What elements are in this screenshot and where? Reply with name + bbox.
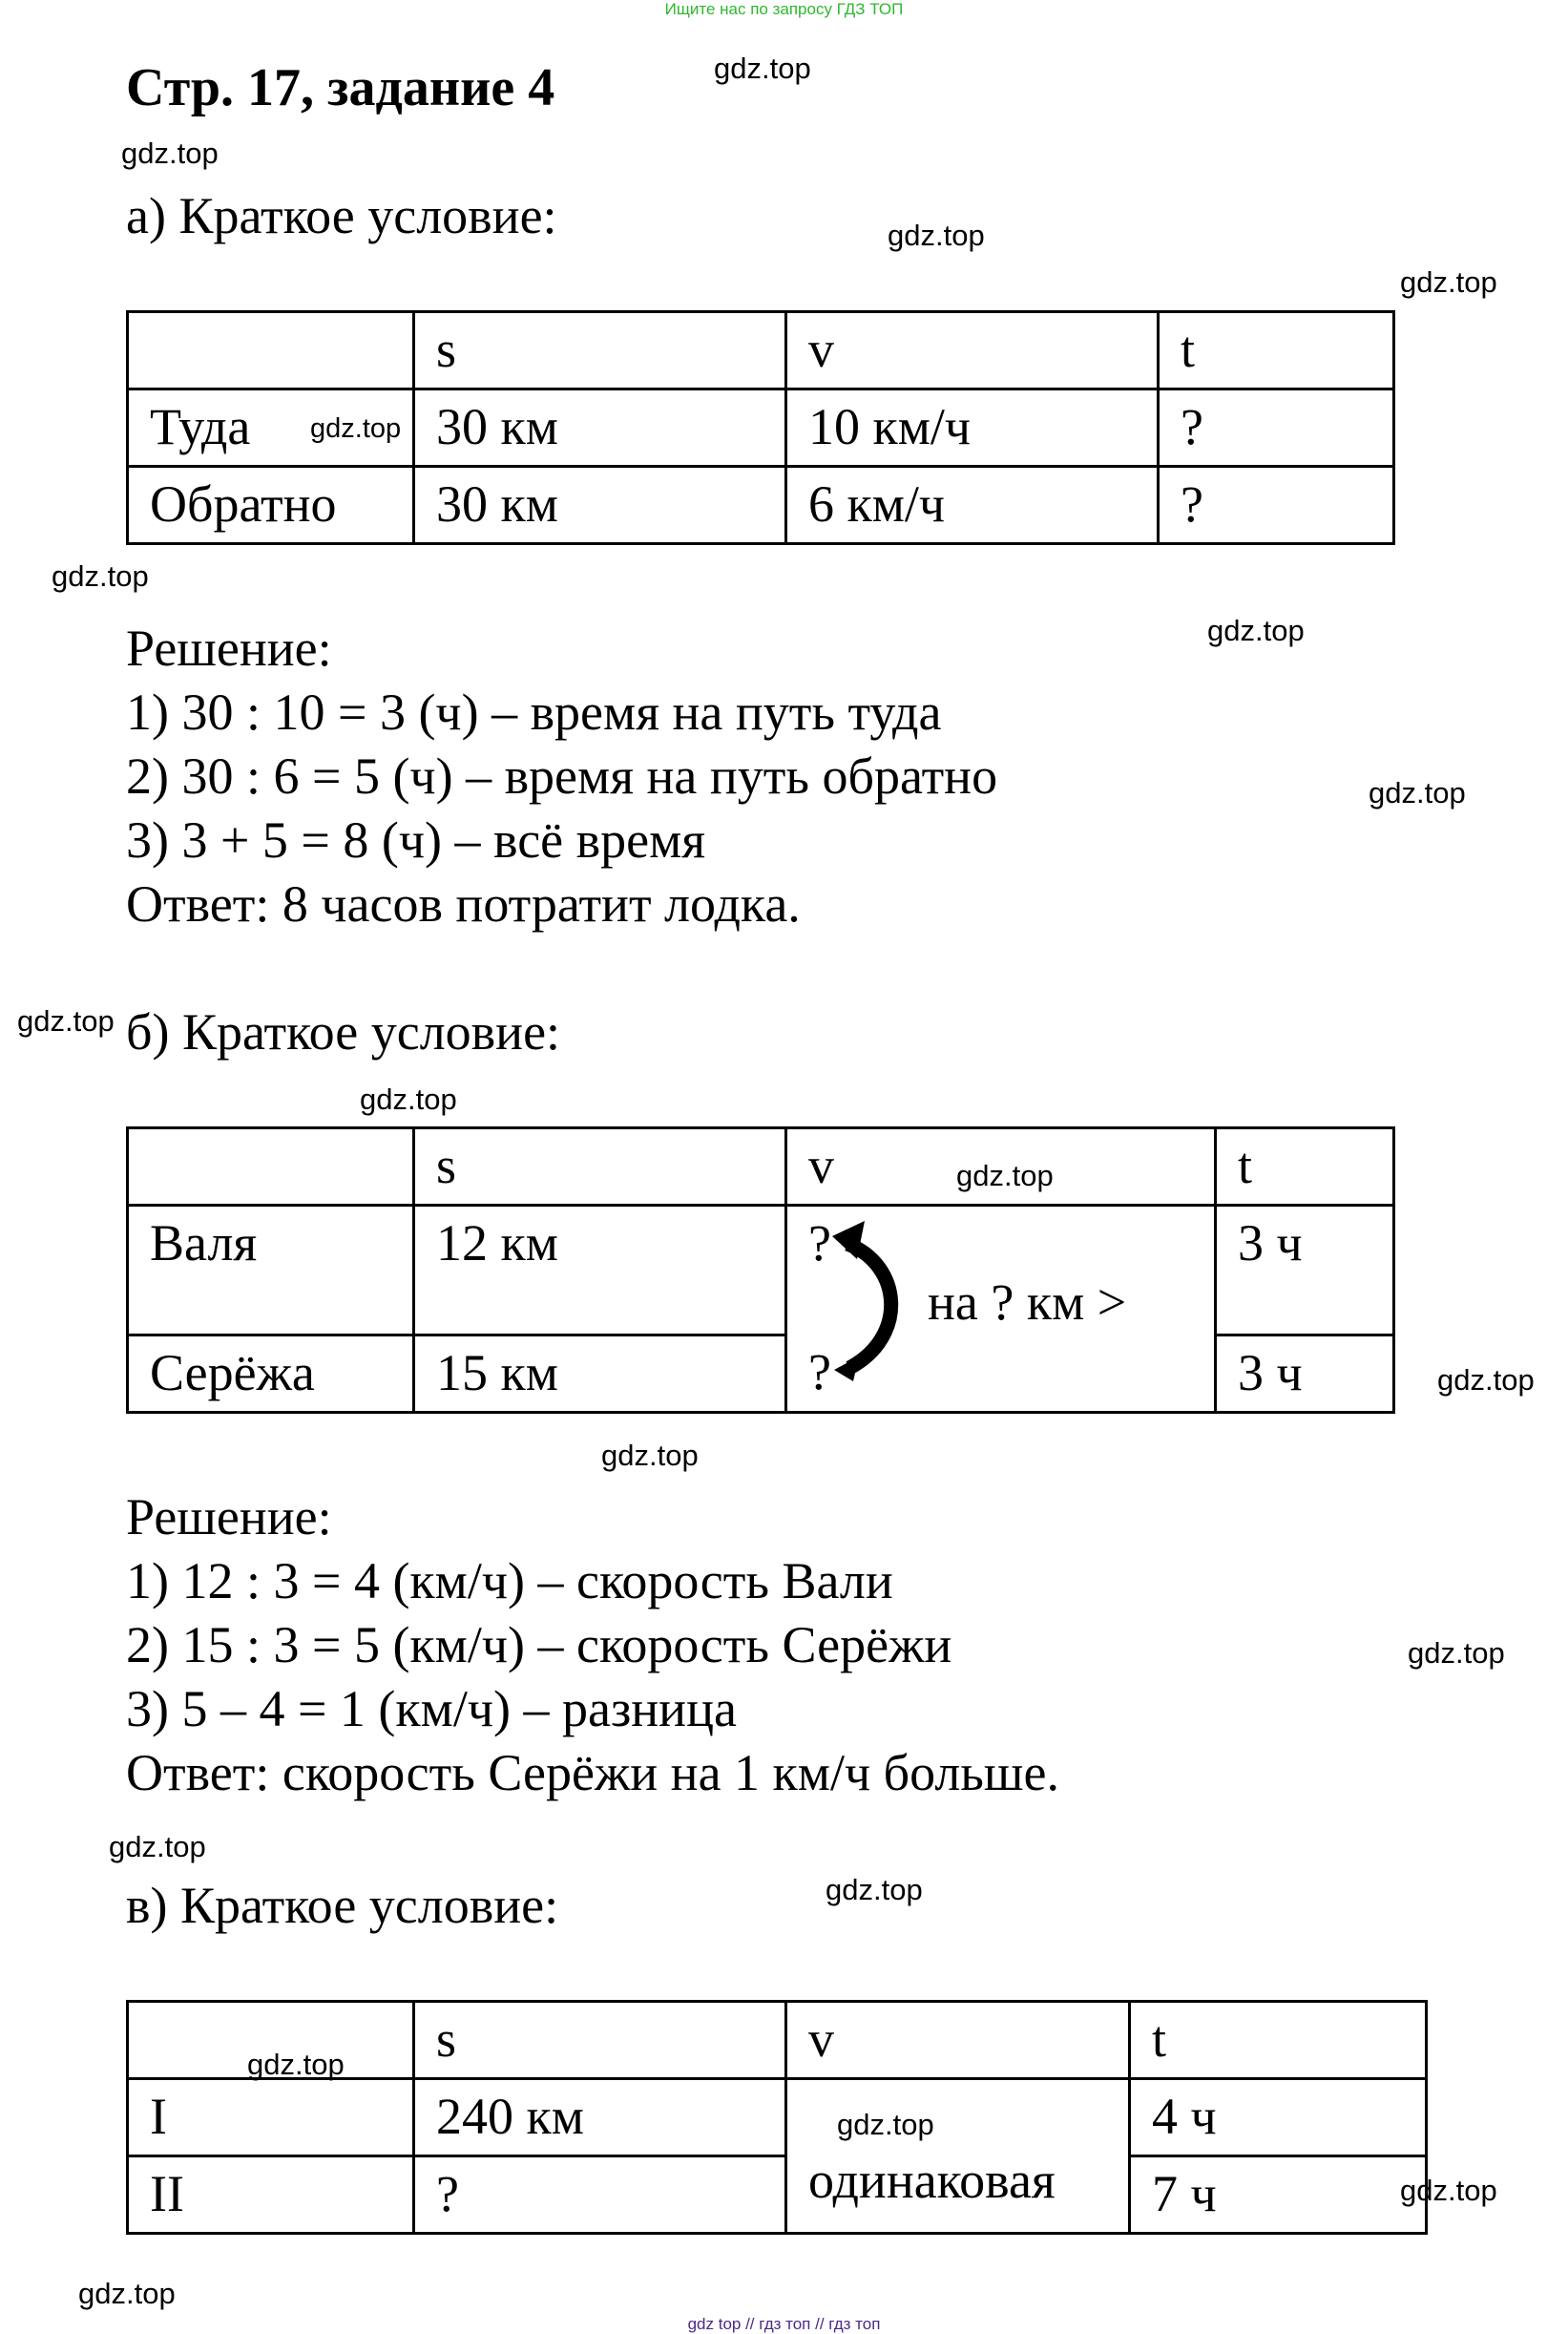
table-header-cell: s [414, 2002, 786, 2079]
watermark: gdz.top [837, 2108, 934, 2141]
table-header-cell [128, 1128, 414, 1206]
table-cell: Валя [128, 1206, 414, 1335]
part-b-table [126, 1126, 1395, 1414]
part-c-table [126, 2000, 1428, 2235]
watermark: gdz.top [310, 413, 402, 444]
table-cell: 7 ч [1130, 2156, 1427, 2234]
watermark: gdz.top [826, 1873, 923, 1906]
watermark: gdz.top [109, 1830, 206, 1863]
solution-label: Решение: [126, 620, 332, 677]
table-cell: 3 ч [1216, 1206, 1394, 1335]
table-cell: одинаковая [786, 2079, 1130, 2234]
watermark: gdz.top [1400, 2174, 1497, 2207]
table-cell: Серёжа [128, 1335, 414, 1413]
watermark: gdz.top [121, 137, 219, 170]
solution-step: 1) 30 : 10 = 3 (ч) – время на путь туда [126, 683, 942, 741]
table-header-cell: v [786, 2002, 1130, 2079]
part-a-heading: а) Краткое условие: [126, 187, 557, 244]
watermark: gdz.top [1400, 265, 1497, 299]
watermark: gdz.top [247, 2048, 345, 2081]
watermark: gdz.top [601, 1439, 699, 1472]
table-cell: ? [786, 1206, 1216, 1335]
table-cell: 30 км [414, 467, 786, 544]
part-c-heading: в) Краткое условие: [126, 1877, 559, 1934]
solution-label: Решение: [126, 1488, 332, 1545]
table-header-cell: s [414, 1128, 786, 1206]
table-header-cell: t [1130, 2002, 1427, 2079]
table-header-cell: v [786, 1128, 1216, 1206]
solution-step: 2) 15 : 3 = 5 (км/ч) – скорость Серёжи [126, 1616, 952, 1673]
watermark: gdz.top [52, 559, 149, 593]
table-cell: 4 ч [1130, 2079, 1427, 2156]
table-header-cell: s [414, 312, 786, 389]
solution-step: 2) 30 : 6 = 5 (ч) – время на путь обратно [126, 747, 998, 805]
table-header-cell: v [786, 312, 1159, 389]
table-cell: 10 км/ч [786, 389, 1159, 467]
solution-step: 1) 12 : 3 = 4 (км/ч) – скорость Вали [126, 1552, 893, 1609]
answer: Ответ: 8 часов потратит лодка. [126, 875, 801, 933]
table-cell: 3 ч [1216, 1335, 1394, 1413]
table-cell: 30 км [414, 389, 786, 467]
solution-step: 3) 3 + 5 = 8 (ч) – всё время [126, 811, 706, 869]
table-cell: 6 км/ч [786, 467, 1159, 544]
watermark: gdz.top [1207, 614, 1305, 647]
table-cell: ? [786, 1335, 1216, 1413]
table-cell: ? [1159, 467, 1394, 544]
comparison-arrow-icon [821, 1208, 935, 1389]
watermark: gdz.top [1437, 1363, 1535, 1397]
answer: Ответ: скорость Серёжи на 1 км/ч больше. [126, 1744, 1059, 1801]
comparison-label: на ? км > [928, 1273, 1127, 1331]
table-cell: Туда [128, 389, 414, 467]
table-cell: ? [1159, 389, 1394, 467]
table-cell: 240 км [414, 2079, 786, 2156]
table-cell: Обратно [128, 467, 414, 544]
watermark: gdz.top [888, 219, 985, 252]
watermark: gdz.top [1369, 776, 1466, 810]
watermark: gdz.top [78, 2277, 176, 2310]
table-cell: 12 км [414, 1206, 786, 1335]
page-title: Стр. 17, задание 4 [126, 58, 555, 117]
watermark: gdz.top [17, 1004, 115, 1038]
table-header-cell [128, 312, 414, 389]
watermark: gdz.top [714, 52, 811, 85]
top-banner[interactable]: Ищите нас по запросу ГДЗ ТОП [664, 0, 904, 18]
solution-step: 3) 5 – 4 = 1 (км/ч) – разница [126, 1680, 737, 1737]
table-cell: 15 км [414, 1335, 786, 1413]
table-header-cell: t [1216, 1128, 1394, 1206]
watermark: gdz.top [1408, 1636, 1505, 1670]
part-b-heading: б) Краткое условие: [126, 1003, 561, 1061]
table-cell: II [128, 2156, 414, 2234]
watermark: gdz.top [956, 1159, 1054, 1192]
watermark: gdz.top [360, 1083, 457, 1116]
table-header-cell: t [1159, 312, 1394, 389]
table-cell: I [128, 2079, 414, 2156]
table-cell: ? [414, 2156, 786, 2234]
bottom-banner[interactable]: gdz top // гдз топ // гдз топ [687, 2315, 881, 2333]
